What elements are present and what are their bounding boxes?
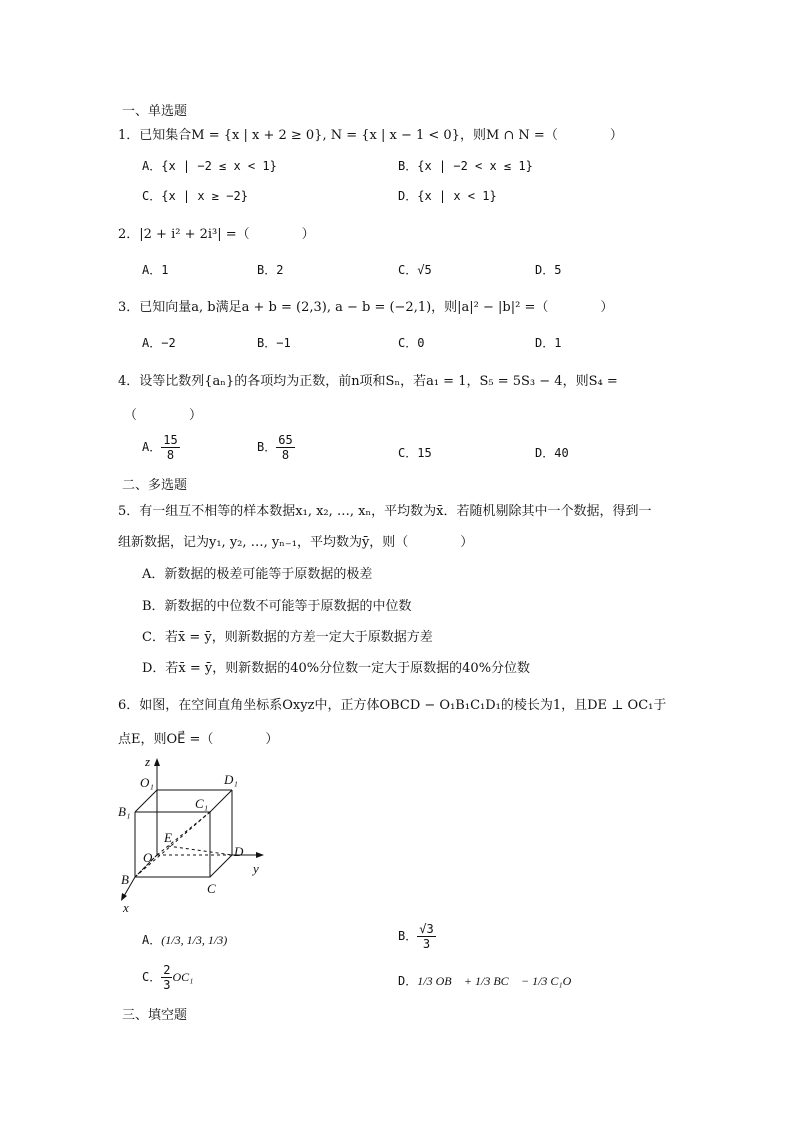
question-4-option-a	[142, 433, 180, 462]
fraction-numerator: 65	[278, 433, 293, 447]
question-3-option-a: A．−2	[142, 336, 176, 350]
option-c-label: C．	[142, 970, 162, 984]
question-5-stem-line1: 5．有一组互不相等的样本数据x₁, x₂, …, xₙ，平均数为x̄．若随机剔除其中一个数据，得到一	[118, 504, 652, 519]
fraction-denominator: 3	[422, 937, 431, 951]
question-4-option-b	[257, 433, 295, 462]
question-4-stem: 4．设等比数列{aₙ}的各项均为正数，前n项和Sₙ，若a₁ = 1，S₅ = 5S₃ − 4，则S₄ =	[118, 374, 618, 389]
option-a-fraction	[161, 433, 179, 462]
fraction-denominator: 8	[281, 448, 290, 462]
question-5-option-b: B．新数据的中位数不可能等于原数据的中位数	[142, 599, 412, 614]
question-6-stem-line1: 6．如图，在空间直角坐标系Oxyz中，正方体OBCD − O₁B₁C₁D₁的棱长为1，且DE ⊥ OC₁于	[118, 698, 667, 713]
label-x: x	[123, 900, 129, 915]
label-O: O	[143, 850, 153, 865]
option-b-label: B．	[257, 440, 277, 454]
option-a-value: (1/3, 1/3, 1/3)	[161, 933, 228, 947]
option-b-fraction	[276, 433, 294, 462]
question-3-option-b: B．−1	[257, 336, 291, 350]
question-2-stem: 2．|2 + i² + 2i³| =（ ）	[118, 227, 315, 242]
question-6-stem-line2: 点E，则OE⃗ =（ ）	[118, 732, 279, 747]
question-2-option-b: B．2	[257, 263, 284, 277]
question-6-option-c	[142, 963, 203, 992]
question-6-option-d	[398, 972, 581, 989]
fraction-denominator: 8	[166, 448, 175, 462]
label-C1: C₁	[195, 796, 209, 811]
question-1-stem: 1．已知集合M = {x | x + 2 ≥ 0}, N = {x | x − 1 < 0}，则M ∩ N =（ ）	[118, 128, 623, 143]
option-c-fraction	[161, 963, 172, 992]
question-4-option-d: D．40	[535, 446, 569, 460]
option-d-expression: 1/3 OB⃗ + 1/3 BC⃗ − 1/3 C₁O⃗	[417, 974, 581, 988]
label-y: y	[253, 861, 259, 876]
label-C: C	[207, 881, 216, 896]
question-3-option-c: C．0	[398, 336, 425, 350]
label-E: E	[164, 830, 172, 845]
edge-C1D1	[210, 790, 232, 812]
option-b-label: B．	[398, 929, 418, 943]
section-heading-multiple-choice: 二、多选题	[122, 478, 188, 493]
question-1-option-c: C．{x | x ≥ −2}	[142, 189, 248, 203]
fraction-numerator: 2	[163, 963, 171, 977]
option-a-label: A．	[142, 933, 162, 947]
question-1-option-b: B．{x | −2 < x ≤ 1}	[398, 159, 533, 173]
fraction-denominator: 3	[163, 978, 171, 992]
question-3-stem: 3．已知向量a, b满足a + b = (2,3), a − b = (−2,1)，则|a|² − |b|² =（ ）	[118, 300, 614, 315]
edge-CD	[210, 855, 232, 877]
fraction-numerator: √3	[419, 922, 434, 936]
question-2-option-d: D．5	[535, 263, 562, 277]
question-5-stem-line2: 组新数据，记为y₁, y₂, …, yₙ₋₁，平均数为ȳ，则（ ）	[118, 535, 474, 550]
option-a-label: A．	[142, 440, 162, 454]
question-4-option-c: C．15	[398, 446, 432, 460]
y-axis-arrow	[256, 852, 264, 858]
label-D: D	[234, 844, 244, 859]
question-5-option-a: A．新数据的极差可能等于原数据的极差	[142, 567, 373, 582]
edge-B1O1	[135, 790, 157, 812]
question-6-option-b	[398, 922, 436, 951]
option-c-vector: OC₁⃗	[172, 970, 203, 984]
cube-coordinate-figure	[110, 752, 280, 918]
label-z: z	[145, 754, 151, 769]
question-5-option-c: C．若x̄ = ȳ，则新数据的方差一定大于原数据方差	[142, 630, 433, 645]
question-2-option-c: C．√5	[398, 263, 432, 277]
option-b-fraction	[417, 922, 435, 951]
diagonal-BC1	[135, 812, 210, 877]
question-3-option-d: D．1	[535, 336, 562, 350]
question-1-option-d: D．{x | x < 1}	[398, 189, 497, 203]
label-B1: B₁	[118, 804, 131, 819]
label-O1: O₁	[140, 775, 154, 790]
label-D1: D₁	[224, 772, 238, 787]
segment-DE	[168, 846, 232, 855]
question-5-option-d: D．若x̄ = ȳ，则新数据的40%分位数一定大于原数据的40%分位数	[142, 661, 531, 676]
question-1-option-a: A．{x | −2 ≤ x < 1}	[142, 159, 277, 173]
question-2-option-a: A．1	[142, 263, 169, 277]
question-4-stem-continued: （ ）	[124, 408, 203, 423]
option-d-label: D．	[398, 974, 418, 988]
question-6-option-a	[142, 931, 227, 948]
z-axis-arrow	[154, 758, 160, 766]
label-B: B	[121, 872, 129, 887]
section-heading-single-choice: 一、单选题	[122, 104, 188, 119]
section-heading-fill-in: 三、填空题	[122, 1008, 188, 1023]
fraction-numerator: 15	[163, 433, 178, 447]
